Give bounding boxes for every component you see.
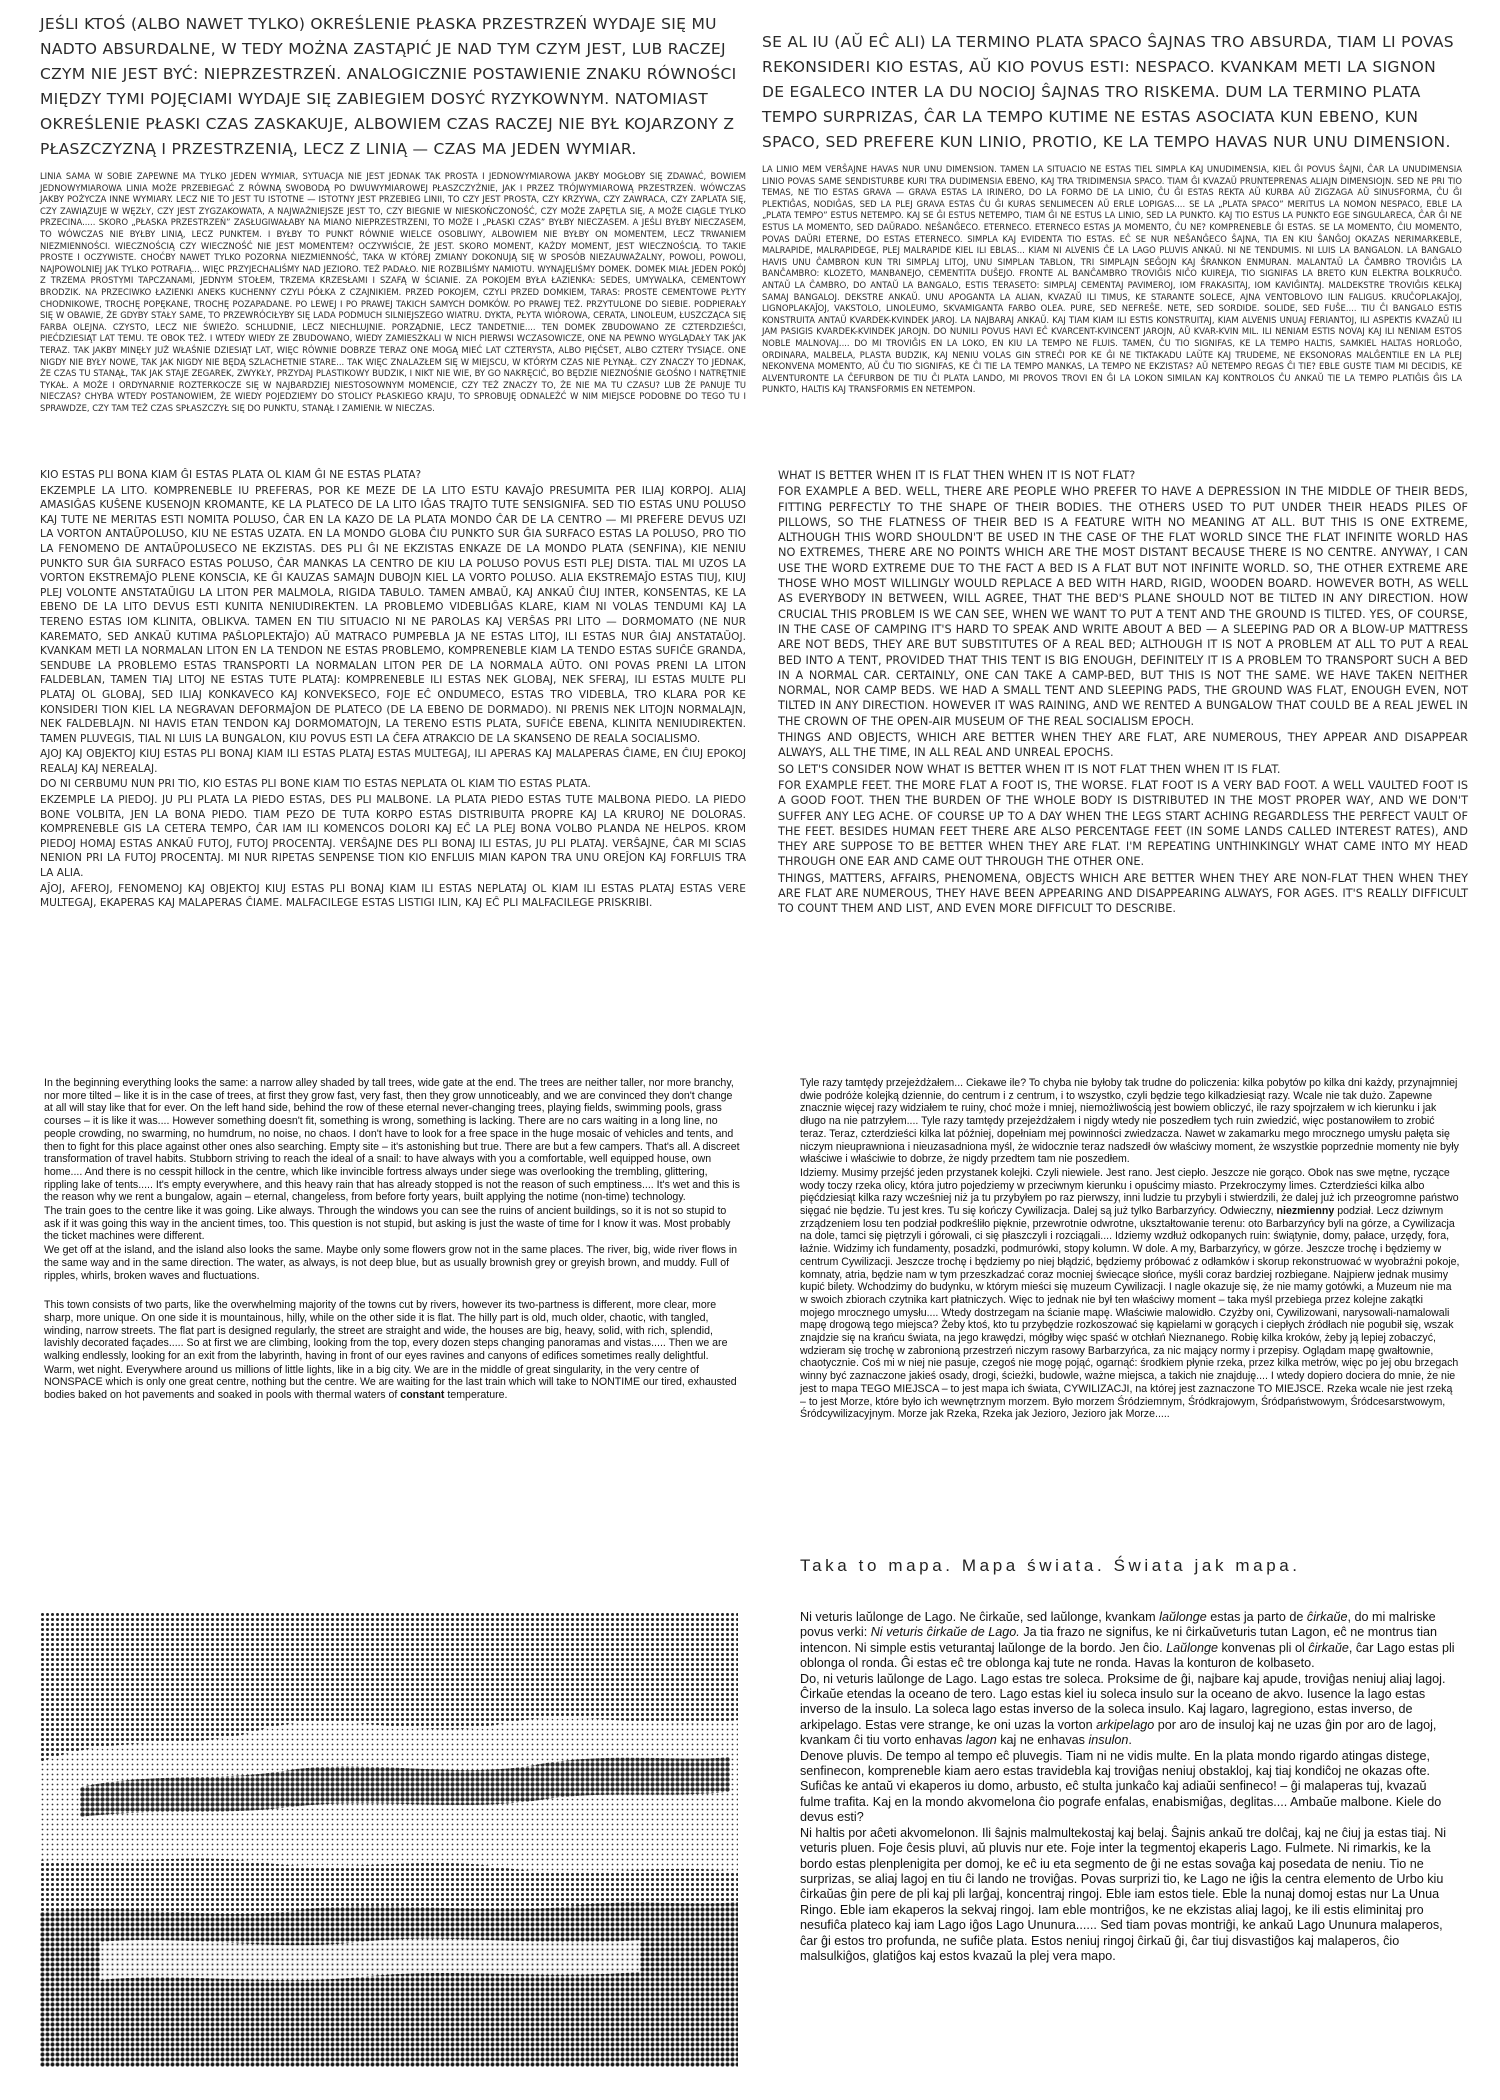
polish-typed-text-b: podział. Lecz dziwnym zrządzeniem losu ten podział podkreśliło pięknie, przewrotnie odwrotne, ukształtowanie terenu: oto Barbarzyńcy byli na górze, a Cywilizacja na dole, tamci się piętrzyli i górowali, ci się płaszczyli i rozciągali.... Idziemy wzdłuż odkopanych ruin: świątynie, domy, pałace, urzędy, fora, łaźnie. Widzimy ich fundamenty, posadzki, podmurówki, stopy kolumn. W dole. A my, Barbarzyńcy, w górze. Jeszcze trochę i będziemy w centrum Cywilizacji. Jeszcze trochę i będziemy po niej błądzić, będziemy próbować z odłamków i skorup rekonstruować w wyobraźni pokoje, komnaty, atria, będzie nam w tym przeszkadzać coraz mocniej świecące słońce, myśli coraz bardziej rozbiegane. Najpierw jednak musimy kupić bilety. Wchodzimy do budynku, w którym mieści się muzeum Cywilizacji. I nagle okazuje się, że nie mamy gotówki, a Muzeum nie ma w swoich zbiorach czytnika kart płatniczych. Więc to jednak nie był ten właściwy moment – taka myśl przebiega przez kolejne zakątki mojego mrocznego umysłu.... Wtedy dostrzegam na ścianie mapę. Właściwie malowidło. Czyżby oni, Cywilizowani, narysowali-namalowali mapę drogową tego miejsca? Żeby ktoś, kto tu przybędzie rozkoszować się kąpielami w gorących i ciepłych źródłach nie pogubił się, wszak znajdzie się na krańcu świata, na jego krawędzi, mógłby więc spaść w otchłań Nieznanego. Robię kilka kroków, żeby ją lepiej zobaczyć, wdzieram się trochę w zabronioną przestrzeń niczym rasowy Barbarzyńca, za nic mający normy i przepisy. Oglądam mapę gwałtownie, chaotycznie. Coś mi w niej nie pasuje, czegoś nie mogę pojąć, ogarnąć: środkiem płynie rzeka, przez kilka metrów, więc po jej obu brzegach winny być zaznaczone jakieś osady, drogi, ścieżki, budowle, ważne miejsca, a takich nie znajduję.... I wtedy dopiero dociera do mnie, że nie jest to mapa TEGO MIEJSCA – to jest mapa ich świata, CYWILIZACJI, na której jest zaznaczone TO MIEJSCE. Rzeka wcale nie jest rzeką – to jest Morze, które było ich wewnętrznym morzem. Było morzem Śródziemnym, Śródkrajowym, Śródpaństwowym, Śródcesarstwowym, Śródcywilizacyjnym. Morze jak Rzeka, Rzeka jak Jezioro, Jezioro jak Morze..... (800, 1205, 1460, 1421)
esperanto-text: Ni veturis laŭlonge de Lago. Ne ĉirkaŭe, sed laŭlonge, kvankam (800, 1610, 1156, 1624)
flatness-paragraph: THINGS, MATTERS, AFFAIRS, PHENOMENA, OBJECTS WHICH ARE BETTER WHEN THEY ARE NON-FLAT THEN WHEN THEY ARE FLAT ARE NUMEROUS, THEY HAVE BEEN APPEARING AND DISAPPEARING ALWAYS, FOR AGES. IT'S REALLY DIFFICULT TO COUNT THEM AND LIST, AND EVEN MORE DIFFICULT TO DESCRIBE. (778, 871, 1468, 916)
esperanto-text: , do mi malriske povus verki: (800, 1610, 1436, 1640)
plateco-question: KIO ESTAS PLI BONA KIAM ĜI ESTAS PLATA OL KIAM ĜI NE ESTAS PLATA? (40, 469, 422, 481)
esperanto-paragraph-2 (800, 1672, 1460, 1749)
flatness-paragraph: FOR EXAMPLE FEET. THE MORE FLAT A FOOT IS, THE WORSE. FLAT FOOT IS A VERY BAD FOOT. A WELL VAULTED FOOT IS A GOOD FOOT. THEN THE BURDEN OF THE WHOLE BODY IS DISTRIBUTED IN THE MOST PROPER WAY, AND WE DON'T SUFFER ANY LEG ACHE. OF COURSE UP TO A DAY WHEN THE LEGS START ACHING REGARDLESS THE PERFECT VAULT OF THE FEET. BESIDES HUMAN FEET THERE ARE ALSO PERCENTAGE FEET (IN SOME LANDS CALLED INTEREST RATES), AND THEY ARE SUPPOSE TO BE BETTER WHEN THEY ARE FLAT. I'M REPEATING UNTHINKINGLY WHAT CAME INTO MY HEAD THROUGH ONE EAR AND CAME OUT THROUGH THE OTHER ONE. (778, 778, 1468, 869)
esperanto-paragraph-1 (800, 1610, 1460, 1672)
polish-lead-paragraph: JEŚLI KTOŚ (ALBO NAWET TYLKO) OKREŚLENIE PŁASKA PRZESTRZEŃ WYDAJE SIĘ MU NADTO ABSURDALNE, W TEDY MOŻNA ZASTĄPIĆ JE NAD TYM CZYM JEST, LUB RACZEJ CZYM NIE JEST BYĆ: NIEPRZESTRZEŃ. ANALOGICZNIE POSTAWIENIE ZNAKU RÓWNOŚCI MIĘDZY TYMI POJĘCIAMI WYDAJE SIĘ ZABIEGIEM DOSYĆ RYZYKOWNYM. NATOMIAST OKREŚLENIE PŁASKI CZAS ZASKAKUJE, ALBOWIEM CZAS RACZEJ NIE BYŁ KOJARZONY Z PŁASZCZYZNĄ I PRZESTRZENIĄ, LECZ Z LINIĄ — CZAS MA JEDEN WYMIAR. (40, 15, 737, 158)
plateco-paragraph: AĴOJ, AFEROJ, FENOMENOJ KAJ OBJEKTOJ KIUJ ESTAS PLI BONAJ KIAM ILI ESTAS NEPLATAJ OL KIAM ILI ESTAS PLATAJ ESTAS VERE MULTEGAJ, EKAPERAS KAJ MALAPERAS ĈIAME. MALFACILEGE ESTAS LISTIGI ILIN, KAJ EĈ PLI MALFACILEGE PRISKRIBI. (40, 882, 746, 910)
typed-block-polish (800, 1077, 1460, 1577)
polish-bold-word: niezmienny (1276, 1205, 1335, 1218)
esperanto-body-paragraph: LA LINIO MEM VERŜAJNE HAVAS NUR UNU DIMENSION. TAMEN LA SITUACIO NE ESTAS TIEL SIMPLA KAJ UNUDIMENSIA, KIEL ĜI POVUS ŜAJNI, ĈAR LA UNUDIMENSIA LINIO POVAS SAME SENDISTURBE KURI TRA DUDIMENSIA EBENO, KAJ TRA TRIDIMENSIA SPACO. TIAM ĜI KVAZAŬ PRUNTEPRENAS ALIAJN DIMENSIOJN. SED NE PRI TIO TEMAS, NE TIO ESTAS GRAVA — GRAVA ESTAS LA IRINERO, DO LA FORMO DE LA LINIO, ĈU ĜI ESTAS REKTA AŬ KURBA AŬ ZIGZAGA AŬ SINUSFORMA, ĈU ĜI PLEKTIĜAS, NODIĜAS, SED LA PLEJ GRAVA ESTAS ĈU ĜI KURAS SENLIMECEN AŬ ERLE LOPIGAS.... SE LA „PLATA SPACO” MERITUS LA NOMON NESPACO, EBLE LA „PLATA TEMPO” ESTUS NETEMPO. KAJ SE ĜI ESTUS NETEMPO, TIAM ĜI NE ESTUS LA LINIO, SED LA PUNKTO. KAJ TIO ESTUS LA PUNKTO EGE SINGULARECA, ĈAR ĜI NE ESTUS LA MOMENTO, SED DAŬRADO. NEŜANĜECO. ETERNECO. ETERNECO ESTAS JA MOMENTO, ĈU NE? KOMPRENEBLE ĜI ESTAS. SE LA MOMENTO, ĈIU MOMENTO, POVAS DAŬRI ETERNE, DO ESTAS ETERNECO. SIMPLA KAJ EVIDENTA TIO ESTAS. EĈ SE NUR NEŜANĜECO ŜAJNA, TIA EN KIU ŜANĜOJ OKAZAS NERIMARKEBLE, MALRAPIDE, MALRAPIDEGE, PLEJ MALRAPIDE KIEL ILI EBLAS... KIAM NI ALVENIS ĈE LA LAGO PLUVIS ANKAŬ. NI NE TENDUMIS. NI LUIS LA BANGALON. LA BANGALO HAVIS UNU ĈAMBRON KUN TRI SIMPLAJ LITOJ, UNU SIMPLAN TABLON, TRI SIMPLAJN SEĜOJN KAJ ŜRANKON ENMURAN. MALANTAŬ LA ĈAMBRO TROVIĜIS LA BANĈAMBRO: KLOZETO, MANBANEJO, CEMENTITA DUŜEJO. FRONTE AL BANĈAMBRO TROVIĜIS NIĈO KUIREJA, TIO SIGNIFAS LA BRETO KUN ELEKTRA BOLKRUĈO. ANTAŬ LA ĈAMBRO, DO ANTAŬ LA BANGALO, ESTIS TERASETO: SIMPLAJ CEMENTAJ PAVIMEROJ, IOM FRAKASITAJ, IOM KAVIĜINTAJ. MALDEKSTRE TROVIĜIS KELKAJ SAMAJ BANGALOJ. DEKSTRE ANKAŬ. UNU APOGANTA LA ALIAN, KVAZAŬ ILI TIMUS, KE STARANTE SOLECE, AJNA VENTOBLOVO ILIN FALIGUS. KRUĈOPLAKAĴOJ, LIGNOPLAKAĴOJ, VAKSTOLO, LINOLEUMO, SKVAMIGANTA FARBO OLEA. PURE, SED NEFREŜE. NETE, SED SORDIDE. SOLIDE, SED FUŜE.... TIU ĈI BANGALO ESTIS KONSTRUITA ANTAŬ KVARDEK-KVINDEK JAROJ. LA NAJBARAJ ANKAŬ. KAJ TIAM KIAM ILI ESTIS KONSTRUITAJ, KIAM ALVENIS UNUAJ FERIANTOJ, ILI ASPEKTIS KVAZAŬ ILI JAM PASIGIS KVARDEK-KVINDEK JAROJN. DO NUNILI POVUS HAVI EĈ KVARCENT-KVINCENT JAROJN, AŬ KVAR-KVIN MIL. ILI NENIAM ESTIS NOVAJ KAJ ILI NENIAM ESTOS NOBLE MALNOVAJ.... DO MI TROVIĜIS EN LA LOKO, EN KIU LA TEMPO NE FLUIS. TAMEN, ĈU TIO SIGNIFAS, KE LA TEMPO HALTIS, SAMKIEL HALTAS HORLOĜO, ORDINARA, MALBELA, PLASTA BUDZIK, KAJ NENIU VOLAS GIN STREĈI POR KE ĜI NE TIKTAKADU LAŬTE KAJ TRUDEME, NE EKSONORAS MALĜENTILE EN LA PLEJ NEKONVENA MOMENTO, AŬ ĈU TIO SIGNIFAS, KE ĈI TIE LA TEMPO MANKAS, LA TEMPO NE EKZISTAS? AŬ NETEMPO REGAS ĈI TIE? EBLE GUSTE TIAM MI DECIDIS, KE ALVENTURONTE LA ĈEFURBON DE TIU ĈI PLATA LANDO, MI PROVOS TROVI EN ĜI LA LOKON SIMILAN KAJ KONTROLOS ĈU ANKAŬ TIE LA TEMPO PLATIĜIS ĜIS LA PUNKTO, HALTIS KAJ TRANSFORMIS EN NETEMPON. (762, 164, 1462, 395)
english-paragraph: The train goes to the centre like it was going. Like always. Through the windows you can see the ruins of ancient buildings, so it is not so stupid to ask if it was going this way in the ancient times, too. This question is not stupid, but asking is just the waste of time for I know it was. Most probably the ticket machines were different. (44, 1205, 731, 1243)
esperanto-text: Do, ni veturis laŭlonge de Lago. Lago estas tre soleca. Proksime de ĝi, najbare kaj apude, troviĝas neniuj aliaj lagoj. Ĉirkaŭe etendas la oceano de tero. Lago estas kiel iu soleca insulo sur la oceano de akvo. Iusence la lago estas inverso de la insulo. La soleca lago estas inverso de la soleca insulo. Kaj lagaro, lagregiono, estas inverso, de arkipelago. Estas vere strange, ke oni uzas la vorton (800, 1671, 1446, 1732)
handwritten-block-plateco (40, 468, 746, 910)
polish-typed-paragraph: Tyle razy tamtędy przejeżdżałem... Ciekawe ile? To chyba nie byłoby tak trudne do policzenia: kilka pobytów po kilka dni każdy, przynajmniej dwie podróże kolejką dziennie, do centrum i z centrum, i to wszystko, czyli będzie tego kilkadziesiąt razy. Wcale nie tak dużo. Zapewne znacznie więcej razy widziałem te ruiny, choć może i mniej, niemożliwością jest bowiem obliczyć, ile razy spojrzałem w ich kierunku i jak długo na nie patrzyłem.... Tyle razy tamtędy przejeżdżałem i nigdy wtedy nie poszedłem tych ruin zwiedzić, więc postanowiłem to zrobić teraz. Teraz, czterdzieści kilka lat później, dopełniam mej powinności zwiedzacza. Nawet w zakamarku mego mrocznego umysłu pałęta się niczym nieuprawniona i nieuzasadniona myśl, że widocznie teraz nadszedł ów właściwy moment, że wszystkie poprzednie momenty nie były właściwe i właściwie to dobrze, że nigdy przedtem tam nie poszedłem. (800, 1077, 1459, 1166)
landscape-shading (40, 1612, 738, 2067)
esperanto-italic: Laŭlonge (1166, 1640, 1218, 1655)
english-last-text: Warm, wet night. Everywhere around us millions of little lights, like in a big city. We are in the middle of great singularity, in the very centre of NONSPACE which is only one great centre, nothing but the centre. We are waiting for the last train which will take to NONTIME our tired, exhausted bodies baked on hot pavements and soaked in pools with thermal waters of (44, 1363, 737, 1402)
flatness-text (778, 468, 1468, 917)
plateco-text (40, 468, 746, 911)
handwritten-block-esperanto (762, 30, 1462, 395)
polish-typed-text-a: Idziemy. Musimy przejść jeden przystanek kolejki. Czyli niewiele. Jest rano. Jest ciepło. Jeszcze nie gorąco. Obok nas swe mętne, ryczące wody toczy rzeka olicy, która jutro pojedziemy w przeciwnym kierunku i opuścimy miasto. Przekroczymy limes. Czterdzieści kilka albo pięćdziesiąt kilka razy wcześniej niż ja tu przybyłem po raz pierwszy, inni ludzie tu przybyli i stwierdzili, że dalej już ich przeogromne państwo sięgać nie będzie. Tu jest kres. Tu się kończy Cywilizacja. Dalej są już tylko Barbarzyńcy. Odwieczny, (800, 1166, 1459, 1218)
english-bold-word: constant (400, 1389, 445, 1402)
flatness-paragraph: THINGS AND OBJECTS, WHICH ARE BETTER WHEN THEY ARE FLAT, ARE NUMEROUS, THEY APPEAR AND DISAPPEAR ALWAYS, ALL THE TIME, IN ALL REAL AND UNREAL EPOCHS. (778, 731, 1468, 760)
english-paragraph: This town consists of two parts, like the overwhelming majority of the towns cut by rivers, however its two-partness is different, more clear, more sharp, more unique. On one side it is mountainous, hilly, while on the other side it is flat. The hilly part is old, much older, chaotic, with tangled, winding, narrow streets. The flat part is designed regularly, the street are straight and wide, the houses are big, heavy, solid, with rich, splendid, lavishly decorated façades..... So at first we are climbing, looking from the top, every dozen steps changing panoramas and vistas..... Then we are walking endlessly, looking for an exit from the labyrinth, having in front of our eyes ravines and canyons of edifices sometimes really delightful. (44, 1299, 728, 1363)
plateco-paragraph: EKZEMPLE LA PIEDOJ. JU PLI PLATA LA PIEDO ESTAS, DES PLI MALBONE. LA PLATA PIEDO ESTAS TUTE MALBONA PIEDO. LA PIEDO BONE VOLBITA, JEN LA BONA PIEDO. TIAM PEZO DE TUTA KORPO ESTAS DISTRIBUITA PROPRE KAJ LA KRUROJ NE DOLORAS. KOMPRENEBLE GIS LA CETERA TEMPO, ĈAR IAM ILI KOMENCOS DOLORI KAJ EĈ LA PLEJ BONA VOLBO PLANDA NE HELPOS. KROM PIEDOJ HOMAJ ESTAS ANKAŬ FUTOJ, FUTOJ PROCENTAJ. VERŜAJNE DES PLI BONAJ ILI ESTAS, JU PLI PLATAJ. VERŜAJNE, ĈAR MI SCIAS NENION PRI LA FUTOJ PROCENTAJ. MI NUR RIPETAS SENPENSE TION KIO ENFLUIS MIAN KAPON TRA UNU OREĴON KAJ FORFLUIS TRA LA ALIA. (40, 794, 746, 880)
flatness-question: WHAT IS BETTER WHEN IT IS FLAT THEN WHEN IT IS NOT FLAT? (778, 469, 1136, 482)
esperanto-text: konvenas pli ol (1221, 1640, 1305, 1655)
handwritten-block-polish (40, 12, 746, 413)
esperanto-text: . (1128, 1733, 1132, 1748)
esperanto-typed-text (800, 1610, 1460, 1964)
flatness-paragraph: FOR EXAMPLE A BED. WELL, THERE ARE PEOPLE WHO PREFER TO HAVE A DEPRESSION IN THE MIDDLE OF THEIR BEDS, FITTING PERFECTLY TO THE SHAPE OF THEIR BODIES. THE OTHERS USED TO PUT UNDER THEIR HEADS PILES OF PILLOWS, SO THE FLATNESS OF THEIR BED IS A FEATURE WITH NO MEANING AT ALL. BUT THIS IS ONE EXTREME, ALTHOUGH THIS WORD SHOULDN'T BE USED IN THE CASE OF THE FLAT WORLD SINCE THE FLAT INFINITE WORLD HAS NO EXTREMES, THERE ARE NO POINTS WHICH ARE THE MOST DISTANT BECAUSE THERE IS NO CENTRE. ANYWAY, I CAN USE THE WORD EXTREME DUE TO THE FACT A BED IS A FLAT BUT NOT INFINITE WORLD. SO, THE OTHER EXTREME ARE THOSE WHO MOST WILLINGLY WOULD REPLACE A BED WITH HARD, RIGID, WOODEN BOARD. HOWEVER BOTH, AS WELL AS EVERYBODY IN BETWEEN, WILL AGREE, THAT THE BED'S PLANE SHOULD NOT BE TILTED IN ANY DIRECTION. HOW CRUCIAL THIS PROBLEM IS WE CAN SEE, WHEN WE WANT TO PUT A TENT AND THE GROUND IS TILTED. YES, OF COURSE, IN THE CASE OF CAMPING IT'S HARD TO SPEAK AND WRITE ABOUT A BED — A SLEEPING PAD OR A BLOW-UP MATTRESS ARE NOT BEDS, THEY ARE BUT SUBSTITUTES OF A REAL BED; ALTHOUGH IT IS NOT A PROBLEM AT ALL TO PUT A REAL BED INTO A TENT, PROVIDED THAT THIS TENT IS BIG ENOUGH, DEFINITELY IT IS A PROBLEM TO TRANSPORT SUCH A BED IN A NORMAL CAR. CERTAINLY, ONE CAN TAKE A CAMP-BED, BUT THIS IS NOT THE SAME. WE HAVE TAKEN NEITHER NORMAL, NOR CAMP BEDS. WE HAD A SMALL TENT AND SLEEPING PADS, THE GROUND WAS FLAT, ENOUGH EVEN, NOT TILTED IN ANY DIRECTION. HOWEVER IT WAS RAINING, AND WE RENTED A BUNGALOW THAT COULD BE A REAL JEWEL IN THE CROWN OF THE OPEN-AIR MUSEUM OF THE REAL SOCIALISM EPOCH. (778, 485, 1468, 728)
esperanto-paragraph-4: Ni haltis por aĉeti akvomelonon. Ili ŝajnis malmultekostaj kaj belaj. Ŝajnis ankaŭ tre dolĉaj, kaj ne ĉiuj ja estas tiaj. Ni veturis pluen. Foje ĉesis pluvi, aŭ pluvis nur ete. Foje inter la tegmentoj ekaperis Lago. Fulmete. Ni rimarkis, ke la bordo estas plenplenigita per domoj, ke eĉ iu eta segmento de ĝi ne estas sovaĝa kaj posedata de neniu. Tio ne surprizas, se aliaj lagoj en tiu ĉi lando ne troviĝas. Povas surprizi tio, ke Lago ne iĝis la centra elemento de Urbo kiu ĉirkaŭas ĝin pere de pli kaj pli larĝaj, koncentraj ringoj. Eble iam estos tiele. Eble la nunaj domoj estas nur La Unua Ringo. Eble iam ekaperos la sekvaj ringoj. Iam eble montriĝos, ke ne ekzistas aliaj lagoj, ke ili estis eliminitaj pro nesufiĉa plateco kaj iam Lago iĝos Lago Ununura...... Sed tiam povas montriĝi, ke ankaŭ Lago Ununura malaperos, ĉar ĝi estos tro profunda, ne sufiĉe plata. Estos neniuj ringoj ĉirkaŭ ĝi, ĉar tiuj disvastiĝos kaj malaperos, ĉio malsulkiĝos, glatiĝos kaj estos kvazaŭ la plej vera mapo. (800, 1825, 1447, 1963)
esperanto-text: estas ja parto de (1210, 1610, 1304, 1624)
polish-typed-text (800, 1077, 1460, 1421)
typed-block-english (44, 1077, 744, 1587)
esperanto-italic: Ni veturis ĉirkaŭe de Lago. (870, 1625, 1020, 1640)
esperanto-italic: ĉirkaŭe (1308, 1640, 1349, 1655)
polish-body-paragraph: LINIA SAMA W SOBIE ZAPEWNE MA TYLKO JEDEN WYMIAR, SYTUACJA NIE JEST JEDNAK TAK PROSTA I JEDNOWYMIAROWA JAKBY MOGŁOBY SIĘ ZDAWAĆ, BOWIEM JEDNOWYMIAROWA LINIA MOŻE PRZEBIEGAĆ Z RÓWNĄ SWOBODĄ PO DWUWYMIAROWEJ PŁASZCZYŹNIE, JAK I PRZEZ TRÓJWYMIAROWĄ PRZESTRZEŃ. WÓWCZAS JAKBY POŻYCZA INNE WYMIARY. LECZ NIE TO JEST TU ISTOTNE — ISTOTNY JEST PRZEBIEG LINII, TO CZY JEST PROSTA, CZY KRZYWA, CZY ZAWRACA, CZY ZAPLATA SIĘ, CZY ZAWIĄZUJE W WĘZŁY, CZY JEST ZYGZAKOWATA, A NAJWAŻNIEJSZE JEST TO, CZY BIEGNIE W NIESKOŃCZONOŚĆ, CZY MOŻE ZAPĘTLA SIĘ, A MOŻE CIĄGLE TYLKO PRZECINA..... SKORO „PŁASKA PRZESTRZEŃ” ZASŁUGIWAŁABY NA MIANO NIEPRZESTRZENI, TO MOŻE I „PŁASKI CZAS” BYŁBY NIECZASEM. A JEŚLI BYŁBY NIECZASEM, TO WÓWCZAS NIE BYŁBY LINIĄ, LECZ PUNKTEM. I BYŁBY TO PUNKT RÓWNIE WIELCE OSOBLIWY, ALBOWIEM NIE BYŁBY ON MOMENTEM, LECZ TRWANIEM NIEZMIENNOŚCI. WIECZNOŚCIĄ CZY WIECZNOŚĆ NIE JEST MOMENTEM? OCZYWIŚCIE, ŻE JEST. SKORO MOMENT, KAŻDY MOMENT, JEST WIECZNOŚCIĄ. TO TAKIE PROSTE I OCZYWISTE. CHOĆBY NAWET TYLKO POZORNA NIEZMIENNOŚĆ, TAKA W KTÓREJ ZMIANY DOKONUJĄ SIĘ W SPOSÓB NIEZAUWAŻALNY, POWOLI, POWOLI, NAJPOWOLNIEJ JAK TYLKO POTRAFIĄ... WIĘC PRZYJECHALIŚMY NAD JEZIORO. TEŻ PADAŁO. NIE ROZBILIŚMY NAMIOTU. WYNAJĘLIŚMY DOMEK. DOMEK MIAŁ JEDEN POKÓJ Z TRZEMA PROSTYMI TAPCZANAMI, JEDNYM STOŁEM, TRZEMA KRZESŁAMI I SZAFĄ W ŚCIANIE. ZA POKOJEM BYŁA ŁAZIENKA: SEDES, UMYWALKA, CEMENTOWY BRODZIK. NA PRZECIWKO ŁAZIENKI ANEKS KUCHENNY CZYLI PÓŁKA Z CZAJNIKIEM. PRZED POKOJEM, CZYLI PRZED DOMKIEM, TARAS: PROSTE CEMENTOWE PŁYTY CHODNIKOWE, TROCHĘ POPĘKANE, TROCHĘ POZAPADANE. PO LEWEJ I PO PRAWEJ TAKICH SAMYCH DOMKÓW. PO PRAWEJ TEŻ. PRZYTULONE DO SIEBIE. PODPIERAŁY SIĘ W OBAWIE, ŻE GDYBY STAŁY SAME, TO PRZEWRÓCIŁYBY SIĘ LADA PODMUCH SILNIEJSZEGO WIATRU. DYKTA, PŁYTA WIÓROWA, CERATA, LINOLEUM, ŁUSZCZĄCA SIĘ FARBA OLEJNA. CZYSTO, LECZ NIE ŚWIEŻO. SCHLUDNIE, LECZ NIECHLUJNIE. PORZĄDNIE, LECZ TANDETNIE.... TEN DOMEK ZBUDOWANO ZE CZTERDZIEŚCI, PIEĆDZIESIĄT LAT TEMU. TE OBOK TEŻ. I WTEDY WIEDY ZE ZBUDOWANO, WIEDY ZAMIESZKALI W NICH PIERWSI WCZASOWICZE, ONE NA PEWNO WYGLĄDAŁY TAK JAK TERAZ. TAK JAKBY MINĘŁY JUŻ WŁAŚNIE DZIESIĄT LAT, WIĘC RÓWNIE DOBRZE TERAZ ONE MOGĄ MIEĆ LAT CZTERYSTA, ALBO PIĘĆSET, ALBO CZTERY TYSIĄCE. ONE NIGDY NIE BYŁY NOWE, TAK JAK NIGDY NIE BĘDĄ SZLACHETNIE STARE... TAK WIĘC ZNALAZŁEM SIĘ W MIEJSCU, W KTÓRYM CZAS NIE PŁYNĄŁ. CZY ZNACZY TO JEDNAK, ŻE CZAS TU STANĄŁ, TAK JAK STAJE ZEGAREK, ZWYKŁY, PRZYDAJ PLASTIKOWY BUDZIK, I NIKT NIE WIE, BY GO NAKRĘCIĆ, BO BĘDZIE NIEZNOŚNIE GŁOŚNO I NATRĘTNIE TYKAŁ. A MOŻE I ORDYNARNIE ROZTERKOCZE SIĘ W NAJBARDZIEJ NIESTOSOWNYM MOMENCIE, CZY TEŻ ZNACZY TO, ŻE NIE MA TU CZASU? LUB ŻE PANUJE TU NIECZAS? CHYBA WTEDY POSTANOWIEM, ŻE WIEDY POJEDZIEMY DO STOLICY PŁASKIEGO KRAJU, TO SPROBUJĘ ODNALEŹĆ W NIM MIEJSCE PODOBNE DO TEGO TU I SPRAWDZE, CZY TAM TEŻ CZAS SPŁASZCZYŁ SIĘ DO PUNKTU, STANĄŁ I ZAMIENIŁ W NIECZAS. (40, 171, 746, 413)
plateco-paragraph: DO NI CERBUMU NUN PRI TIO, KIO ESTAS PLI BONE KIAM TIO ESTAS NEPLATA OL KIAM TIO ESTAS PLATA. (40, 778, 591, 791)
esperanto-italic: arkipelago (1096, 1717, 1155, 1732)
esperanto-italic: laŭlonge (1159, 1610, 1207, 1624)
english-paragraph: We get off at the island, and the island also looks the same. Maybe only some flowers grow not in the same places. The river, big, wide river flows in the same way and in the same direction. The water, as always, is not deep blue, but as usually brownish grey or greyish brown, and muddy. Full of ripples, whirls, broken waves and fluctuations. (44, 1244, 738, 1282)
esperanto-paragraph-3: Denove pluvis. De tempo al tempo eĉ pluvegis. Tiam ni ne vidis multe. En la plata mondo rigardo atingas distege, senfinecon, kompreneble kiam aero estas travidebla kaj troviĝas neniuj obstakloj, kaj tiaj kondiĉoj ne okazas ofte. Sufiĉas ke antaŭ vi ekaperos iu domo, arbusto, eĉ stulta junkaĉo kaj adiaŭi senfineco! – ĝi malaperas tuj, kvazaŭ fulme trafita. Kaj en la mondo akvomelona ĉio pografe enfalas, enabismiĝas, deglitas.... Ambaŭe malbone. Kiele do devus esti? (800, 1748, 1442, 1825)
halftone-photograph (40, 1612, 738, 2067)
esperanto-text: , ĉar Lago estas pli oblonga ol ronda. Ĝi estas eĉ tre oblonga kaj tute ne ronda. Havas la konturon de kolbaseto. (800, 1640, 1455, 1671)
english-text-part2 (44, 1299, 744, 1402)
esperanto-italic: ĉirkaŭe (1306, 1610, 1348, 1624)
esperanto-italic: lagon (965, 1733, 997, 1748)
esperanto-text: kaj ne enhavas (1000, 1733, 1085, 1748)
english-paragraph-last (44, 1364, 744, 1402)
plateco-paragraph: AJOJ KAJ OBJEKTOJ KIUJ ESTAS PLI BONAJ KIAM ILI ESTAS PLATAJ ESTAS MULTEGAJ, ILI APERAS KAJ MALAPERAS ĈIAME, EN ĈIUJ EPOKOJ REALAJ KAJ NEREALAJ. (40, 748, 746, 775)
esperanto-text: por aro de insuloj kaj ne uzas ĝin por aro de lagoj, kvankam ĉi tiu vorto enhavas (800, 1717, 1437, 1748)
plateco-paragraph: EKZEMPLE LA LITO. KOMPRENEBLE IU PREFERAS, POR KE MEZE DE LA LITO ESTU KAVAĴO PRESUMITA PER ILIAJ KORPOJ. ALIAJ AMASIĜAS KUŜENE KUSENOJN KROMANTE, KE LA PLATECO DE LA LITO IĜAS TRAJTO TUTE SENSIGNIFA. SED TIO ESTAS UNU POLUSO KAJ TUTE NE MERITAS ESTI NOMITA POLUSO, ĈAR EN LA KAZO DE LA PLATA MONDO ĈAR DE LA CENTRO — MI PREFERE DEVUS UZI LA VORTON ANTAŬPOLUSO, KIU NE ESTAS UZATA. EN LA MONDO GLOBA ĈIU PUNKTO SUR ĜIA SURFACO ESTAS LA POLUSO, PRO TIO LA FENOMENO DE ANTAŬPOLUSECO NE EKZISTAS. DES PLI ĜI NE EKZISTAS ENKAZE DE LA MONDO PLATA (SENFINA), KIE NENIU PUNKTO SUR ĜIA SURFACO ESTAS POLUSO, ĈAR MANKAS LA CENTRO DE KIU LA POLUSO POVUS ESTI PLEJ DISTA. TIAL MI UZOS LA VORTON EKSTREMAĴO PLENE KONSCIA, KE ĜI KAUZAS SAMAJN DUBOJN KIEL LA VORTO POLUSO. ALIA EKSTREMAĴO ESTAS TIUJ, KIUJ PLEJ VOLONTE ANSTATAŬIGU LA LITON PER MALMOLA, RIGIDA TABULO. TAMEN AMBAŬ, KAJ ANKAŬ ĈIUJ INTER, KONSENTAS, KE LA EBENO DE LA LITO DEVUS ESTI KUNITA NENIUDIREKTEN. LA PROBLEMO VIDEBLIĜAS KLARE, KIAM NI VOLAS TENDUMI KAJ LA TERENO ESTAS IOM KLINITA, OBLIKVA. TAMEN EN TIU SITUACIO NI NE PAROLAS KAJ VERŜAS PRI LITO — DORMOMATO (NE NUR KAREMATO, SED ANKAŬ KUTIMA PAŜLOPLEKTAĴO) AŬ MATRACO PUMPEBLA JA NE ESTAS LITOJ, ILI ESTAS NUR ĜIAJ ANSTATAŬOJ. KVANKAM METI LA NORMALAN LITON EN LA TENDON NE ESTAS PROBLEMO, KOMPRENEBLE KIAM LA TENDO ESTAS SUFIĈE GRANDA, SENDUBE LA PROBLEMO ESTAS TRANSPORTI LA NORMALAN LITON PER DE LA NORMALA AŬTO. ONI POVAS PRENI LA LITON FALDEBLAN, TAMEN TIAJ LITOJ NE ESTAS TUTE PLATAJ: KOMPRENEBLE ILI ESTAS NEK GLOBAJ, NEK SFERAJ, ILI ESTAS MULTE PLI PLATAJ OL GLOBAJ, SED ILIAJ KONKAVECO KAJ KONVEKSECO, FOJE EĈ ONDUMECO, ESTAS TRO VIDEBLA, TRO KLARA POR KE KONSIDERI TION KIEL LA NEGRAVAN DEFORMAĴON DE PLATECO (DE LA EBENO DE DORMADO). NI PRENIS NEK LITOJN NORMALAJN, NEK FALDEBLAJN. NI HAVIS ETAN TENDON KAJ DORMOMATOJN, LA TERENO ESTIS PLATA, SUFIĈE EBENA, KLINITA NENIUDIREKTEN. TAMEN PLUVEGIS, TIAL NI LUIS LA BUNGALON, KIU POVUS ESTI LA ĈEFA ATRAKCIO DE LA SKANSENO DE REALA SOCIALISMO. (40, 484, 746, 745)
handwritten-block-flatness (778, 468, 1468, 916)
esperanto-lead-paragraph: SE AL IU (AŬ EĈ ALI) LA TERMINO PLATA SPACO ŜAJNAS TRO ABSURDA, TIAM LI POVAS REKONSIDERI KIO ESTAS, AŬ KIO POVUS ESTI: NESPACO. KVANKAM METI LA SIGNON DE EGALECO INTER LA DU NOCIOJ ŜAJNAS TRO RISKEMA. DUM LA TERMINO PLATA TEMPO SURPRIZAS, ĈAR LA TEMPO KUTIME NE ESTAS ASOCIATA KUN EBENO, KUN SPACO, SED PREFERE KUN LINIO, PROTIO, KE LA TEMPO HAVAS NUR UNU DIMENSION. (762, 33, 1454, 151)
typed-block-esperanto (800, 1610, 1460, 2080)
english-paragraph: In the beginning everything looks the same: a narrow alley shaded by tall trees, wide gate at the end. The trees are neither taller, nor more branchy, nor more tilted – like it is in the case of trees, at first they grow fast, very fast, then they grow unnoticeably, and we are convinced they don't change at all will stay like that for ever. On the left hand side, behind the row of these eternal never-changing trees, playing fields, swimming pools, grass courses – it is like it was.... However something doesn't fit, something is wrong, something is lacking. There are no cars waiting in a long line, no people crowding, no swarming, no humdrum, no noise, no chaos. I don't have to look for a free space in the huge mosaic of vehicles and tents, and then to fight for this place against other ones also searching. Empty site – it's astonishing but true. There are but a few campers. That's all. A discreet transformation of travel habits. Stubborn striving to reach the ideal of a snail: to have always with you a comfortable, well equipped house, own home.... And there is no cesspit hillock in the centre, which like invincible fortress always under siege was overlooking the trembling, glittering, rippling lake of tents..... It's empty everywhere, and this heavy rain that has already stopped is not the reason of such emptiness.... It's wet and this is the reason why we rent a bungalow, again – eternal, changeless, from before forty years, built applying the notime (non-time) technology. (44, 1077, 740, 1204)
map-motto: Taka to mapa. Mapa świata. Świata jak mapa. (800, 1556, 1301, 1575)
esperanto-text: Ja tia frazo ne signifus, ke ni ĉirkaŭveturis tutan Lagon, eĉ ne montrus tian intencon. Ni simple estis veturantaj laŭlonge de la bordo. Jen ĉio. (800, 1625, 1438, 1655)
flatness-paragraph: SO LET'S CONSIDER NOW WHAT IS BETTER WHEN IT IS NOT FLAT THEN WHEN IT IS FLAT. (778, 762, 1281, 776)
english-text-part1 (44, 1077, 744, 1282)
english-last-end: temperature. (444, 1389, 508, 1402)
polish-typed-paragraph (800, 1167, 1460, 1421)
esperanto-italic: insulon (1088, 1733, 1129, 1748)
